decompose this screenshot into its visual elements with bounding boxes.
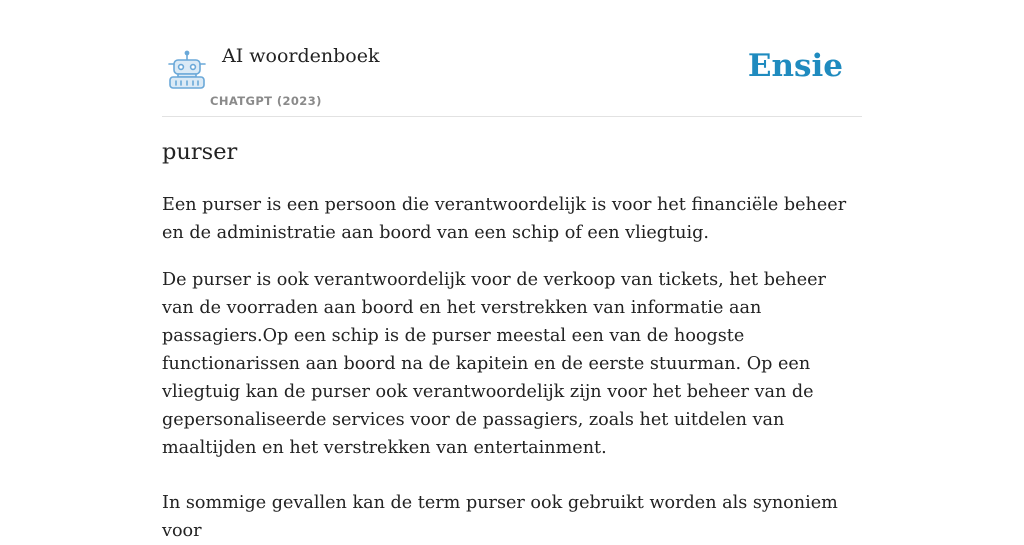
header — [162, 0, 862, 117]
definition-paragraph: De purser is ook verantwoordelijk voor de verkoop van tickets, het beheer van de voorraden aan boord en het verstrekken van informatie aan passagiers.Op een schip is de purser meestal een van de hoogste functionarissen aan boord na de kapitein en de eerste stuurman. Op een vliegtuig kan de purser ook verantwoordelijk zijn voor het beheer van de gepersonaliseerde services voor de passagiers, zoals het uitdelen van maaltijden en het verstrekken van entertainment. — [162, 270, 826, 458]
definition-paragraph: Een purser is een persoon die verantwoordelijk is voor het financiële beheer en de administratie aan boord van een schip of een vliegtuig. — [162, 195, 847, 243]
robot-icon — [166, 50, 208, 90]
ensie-logo[interactable]: Ensie — [747, 48, 843, 84]
dictionary-title[interactable]: AI woordenboek — [222, 45, 380, 67]
definition-paragraph: In sommige gevallen kan de term purser ook gebruikt worden als synoniem voor — [162, 493, 838, 541]
entry-definition — [162, 191, 862, 545]
entry-term: purser — [162, 139, 238, 165]
dictionary-source: CHATGPT (2023) — [210, 94, 322, 108]
